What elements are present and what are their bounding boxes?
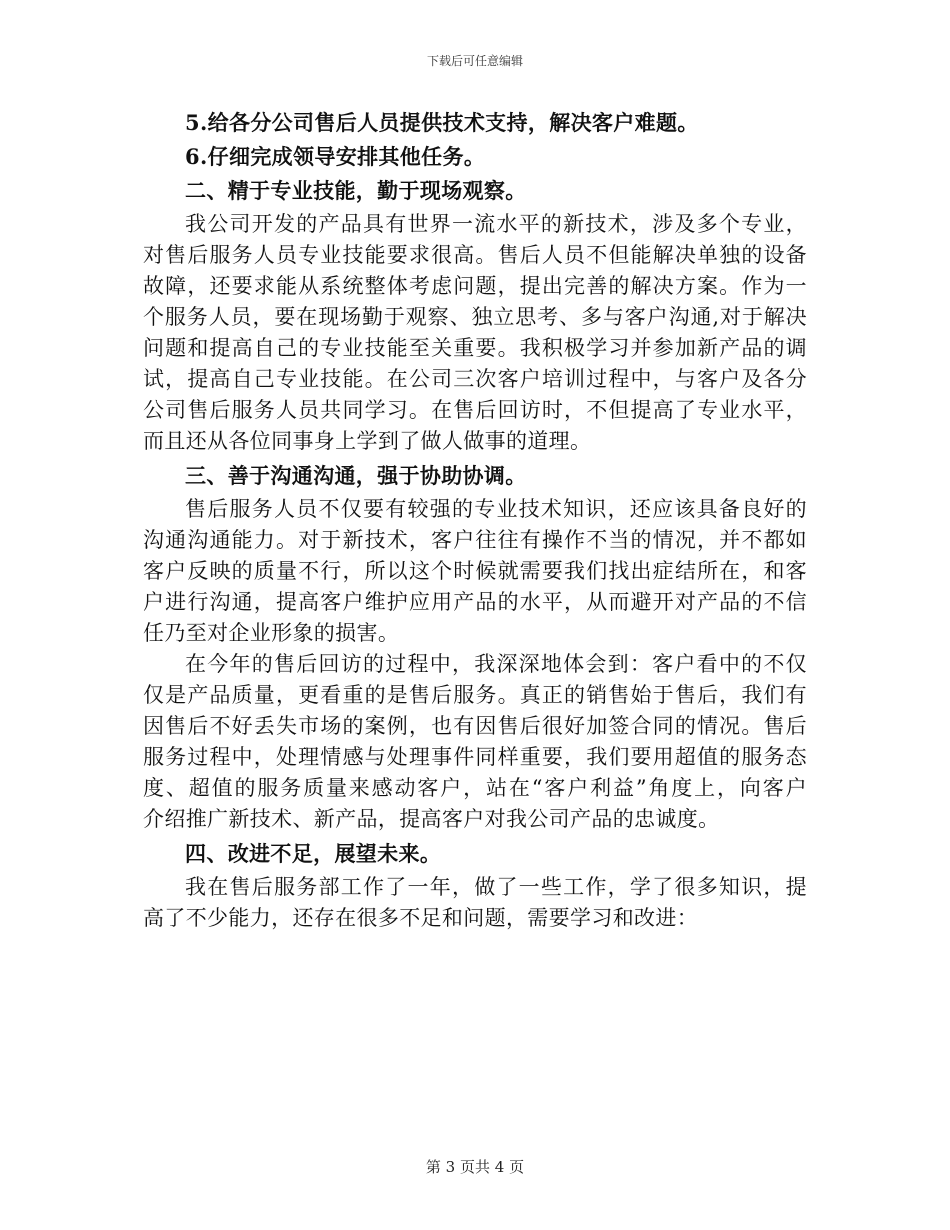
paragraph-line: 个服务人员，要在现场勤于观察、独立思考、多与客户沟通,对于解决 [143, 305, 807, 329]
paragraph-line: 户进行沟通，提高客户维护应用产品的水平，从而避开对产品的不信 [143, 590, 807, 614]
section-heading: 二、精于专业技能，勤于现场观察。 [185, 178, 527, 203]
paragraph-line: 公司售后服务人员共同学习。在售后回访时，不但提高了专业水平， [143, 398, 807, 422]
paragraph-line: 客户反映的质量不行，所以这个时候就需要我们找出症结所在，和客 [143, 559, 807, 583]
section-heading: 三、善于沟通沟通，强于协助协调。 [185, 463, 527, 488]
paragraph-line: 在今年的售后回访的过程中，我深深地体会到：客户看中的不仅 [185, 652, 807, 676]
paragraph-line: 售后服务人员不仅要有较强的专业技术知识，还应该具备良好的 [185, 497, 807, 521]
page-footer: 第 3 页共 4 页 [425, 1158, 525, 1176]
section-heading: 5.给各分公司售后人员提供技术支持，解决客户难题。 [185, 110, 699, 135]
paragraph-line: 高了不少能力，还存在很多不足和问题，需要学习和改进： [143, 906, 699, 930]
paragraph-line: 我公司开发的产品具有世界一流水平的新技术，涉及多个专业， [185, 212, 807, 236]
paragraph-line: 故障，还要求能从系统整体考虑问题，提出完善的解决方案。作为一 [143, 274, 807, 298]
paragraph-line: 对售后服务人员专业技能要求很高。售后人员不但能解决单独的设备 [143, 243, 807, 267]
paragraph-line: 我在售后服务部工作了一年，做了一些工作，学了很多知识，提 [185, 875, 807, 899]
paragraph-line: 沟通沟通能力。对于新技术，客户往往有操作不当的情况，并不都如 [143, 528, 807, 552]
document-body [143, 104, 807, 934]
paragraph-line: 介绍推广新技术、新产品，提高客户对我公司产品的忠诚度。 [143, 807, 720, 831]
paragraph-line: 仅是产品质量，更看重的是售后服务。真正的销售始于售后，我们有 [143, 683, 807, 707]
paragraph-line: 试，提高自己专业技能。在公司三次客户培训过程中，与客户及各分 [143, 367, 807, 391]
paragraph-line: 服务过程中，处理情感与处理事件同样重要，我们要用超值的服务态 [143, 745, 807, 769]
paragraph-line: 因售后不好丢失市场的案例，也有因售后很好加签合同的情况。售后 [143, 714, 807, 738]
paragraph-line: 而且还从各位同事身上学到了做人做事的道理。 [143, 429, 592, 453]
paragraph-line: 度、超值的服务质量来感动客户，站在“客户利益”角度上，向客户 [143, 776, 807, 800]
paragraph-line: 问题和提高自己的专业技能至关重要。我积极学习并参加新产品的调 [143, 336, 807, 360]
section-heading: 四、改进不足，展望未来。 [185, 841, 442, 866]
page-header: 下载后可任意编辑 [426, 54, 523, 68]
paragraph-line: 任乃至对企业形象的损害。 [143, 621, 400, 645]
section-heading: 6.仔细完成领导安排其他任务。 [185, 144, 486, 169]
